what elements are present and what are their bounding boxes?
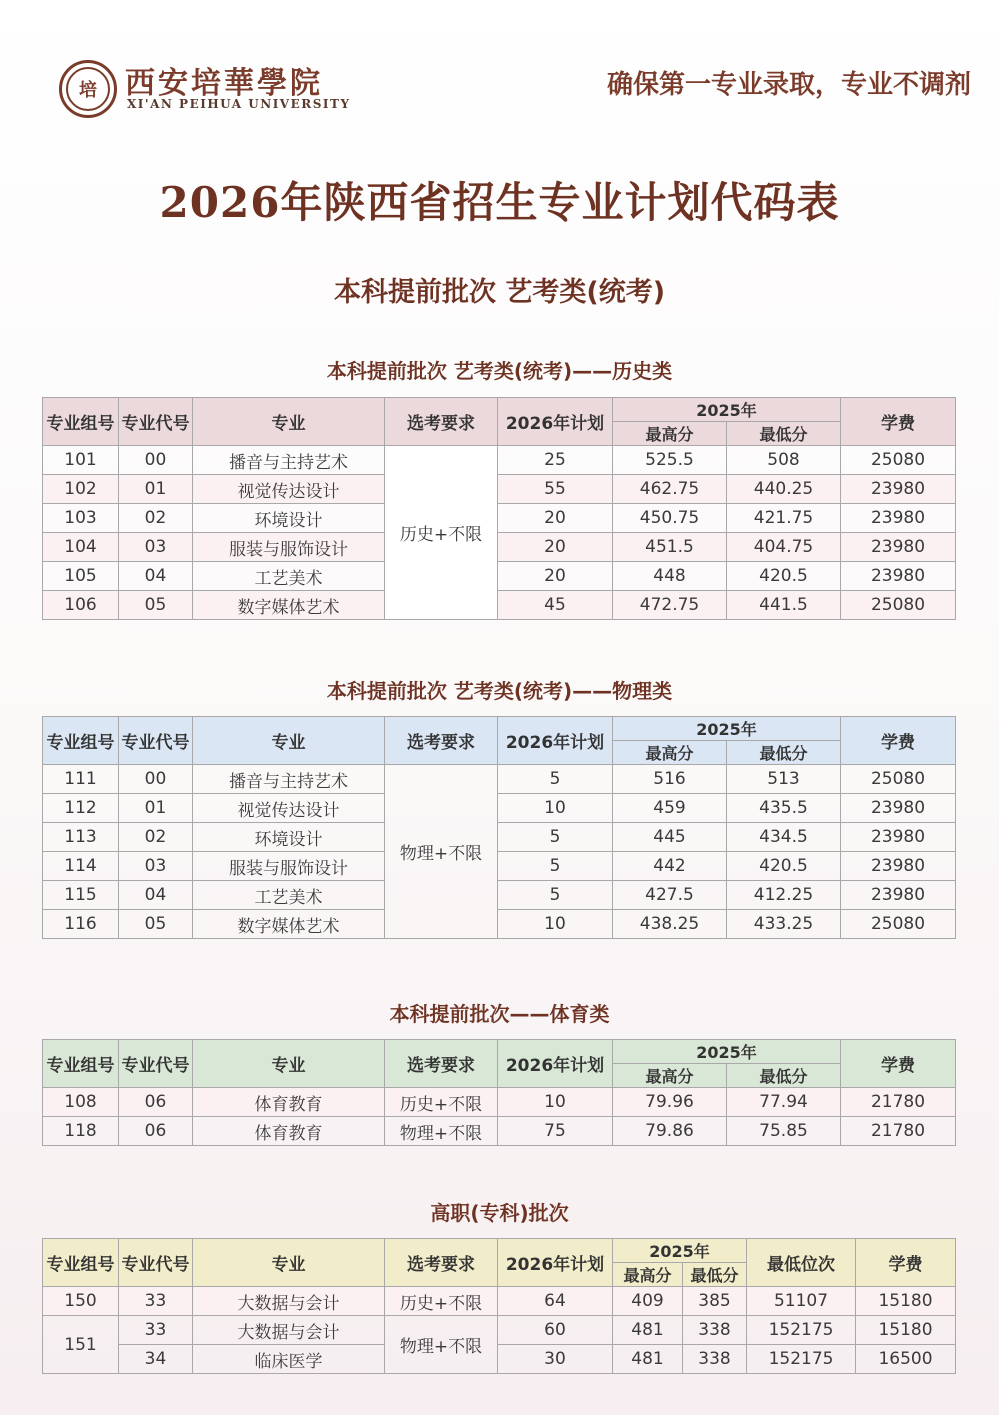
- col-group: 专业组号: [43, 398, 119, 446]
- col-group: 专业组号: [43, 1239, 119, 1287]
- section-title-history: 本科提前批次 艺考类(统考)——历史类: [326, 359, 673, 383]
- table-sports: [42, 1039, 956, 1146]
- group-cell: 151: [43, 1316, 119, 1374]
- page-subtitle: 本科提前批次 艺考类(统考): [333, 277, 666, 308]
- col-req: 选考要求: [385, 1239, 498, 1287]
- col-req: 选考要求: [385, 1040, 498, 1088]
- table-row: 106 05 数字媒体艺术 45 472.75 441.5 25080: [43, 591, 956, 620]
- req-cell: 物理+不限: [385, 765, 498, 939]
- col-plan: 2026年计划: [498, 398, 613, 446]
- page-title: 2026年陕西省招生专业计划代码表: [159, 178, 840, 227]
- col-max: 最高分: [613, 1064, 727, 1088]
- col-fee: 学费: [856, 1239, 956, 1287]
- table-art-history: [42, 397, 956, 620]
- col-year: 2025年: [613, 398, 841, 422]
- section-title-sports: 本科提前批次——体育类: [389, 1002, 610, 1026]
- table-row: 103 02 环境设计 20 450.75 421.75 23980: [43, 504, 956, 533]
- col-group: 专业组号: [43, 1040, 119, 1088]
- table-art-physics: [42, 716, 956, 939]
- col-fee: 学费: [841, 398, 956, 446]
- col-min: 最低分: [727, 741, 841, 765]
- table-row: 108 06 体育教育 历史+不限 10 79.96 77.94 21780: [43, 1088, 956, 1117]
- col-max: 最高分: [613, 741, 727, 765]
- logo-english-name: XI'AN PEIHUA UNIVERSITY: [127, 97, 351, 111]
- university-seal-icon: 培: [59, 60, 117, 118]
- col-min: 最低分: [727, 422, 841, 446]
- col-plan: 2026年计划: [498, 717, 613, 765]
- table-row: 102 01 视觉传达设计 55 462.75 440.25 23980: [43, 475, 956, 504]
- slogan: 确保第一专业录取，专业不调剂: [606, 70, 971, 100]
- section-title-vocational: 高职(专科)批次: [430, 1201, 569, 1225]
- table-row: 34 临床医学 30 481 338 152175 16500: [43, 1345, 956, 1374]
- table-row: 104 03 服装与服饰设计 20 451.5 404.75 23980: [43, 533, 956, 562]
- section-title-physics: 本科提前批次 艺考类(统考)——物理类: [326, 679, 673, 703]
- table-row: 151 33 大数据与会计 物理+不限 60 481 338 152175 15180: [43, 1316, 956, 1345]
- col-year: 2025年: [613, 1239, 747, 1263]
- col-major: 专业: [193, 398, 385, 446]
- col-major: 专业: [193, 1040, 385, 1088]
- table-vocational: [42, 1238, 956, 1374]
- col-code: 专业代号: [119, 398, 193, 446]
- col-major: 专业: [193, 1239, 385, 1287]
- col-fee: 学费: [841, 717, 956, 765]
- table-row: 112 01 视觉传达设计 10 459 435.5 23980: [43, 794, 956, 823]
- logo-chinese-name: 西安培華學院: [125, 66, 323, 101]
- table-row: 114 03 服装与服饰设计 5 442 420.5 23980: [43, 852, 956, 881]
- col-max: 最高分: [613, 1263, 683, 1287]
- col-code: 专业代号: [119, 1040, 193, 1088]
- col-major: 专业: [193, 717, 385, 765]
- table-row: 116 05 数字媒体艺术 10 438.25 433.25 25080: [43, 910, 956, 939]
- col-min: 最低分: [683, 1263, 747, 1287]
- col-code: 专业代号: [119, 1239, 193, 1287]
- col-req: 选考要求: [385, 717, 498, 765]
- col-min: 最低分: [727, 1064, 841, 1088]
- table-row: 150 33 大数据与会计 历史+不限 64 409 385 51107 15180: [43, 1287, 956, 1316]
- col-req: 选考要求: [385, 398, 498, 446]
- col-rank: 最低位次: [747, 1239, 856, 1287]
- col-year: 2025年: [613, 1040, 841, 1064]
- col-plan: 2026年计划: [498, 1239, 613, 1287]
- table-row: 113 02 环境设计 5 445 434.5 23980: [43, 823, 956, 852]
- table-row: 115 04 工艺美术 5 427.5 412.25 23980: [43, 881, 956, 910]
- page-header: [0, 0, 999, 130]
- table-row: 105 04 工艺美术 20 448 420.5 23980: [43, 562, 956, 591]
- table-row: 111 00 播音与主持艺术 物理+不限 5 516 513 25080: [43, 765, 956, 794]
- col-year: 2025年: [613, 717, 841, 741]
- req-cell: 历史+不限: [385, 446, 498, 620]
- col-code: 专业代号: [119, 717, 193, 765]
- col-max: 最高分: [613, 422, 727, 446]
- col-fee: 学费: [841, 1040, 956, 1088]
- req-cell: 物理+不限: [385, 1316, 498, 1374]
- col-plan: 2026年计划: [498, 1040, 613, 1088]
- table-row: 118 06 体育教育 物理+不限 75 79.86 75.85 21780: [43, 1117, 956, 1146]
- col-group: 专业组号: [43, 717, 119, 765]
- table-row: 101 00 播音与主持艺术 历史+不限 25 525.5 508 25080: [43, 446, 956, 475]
